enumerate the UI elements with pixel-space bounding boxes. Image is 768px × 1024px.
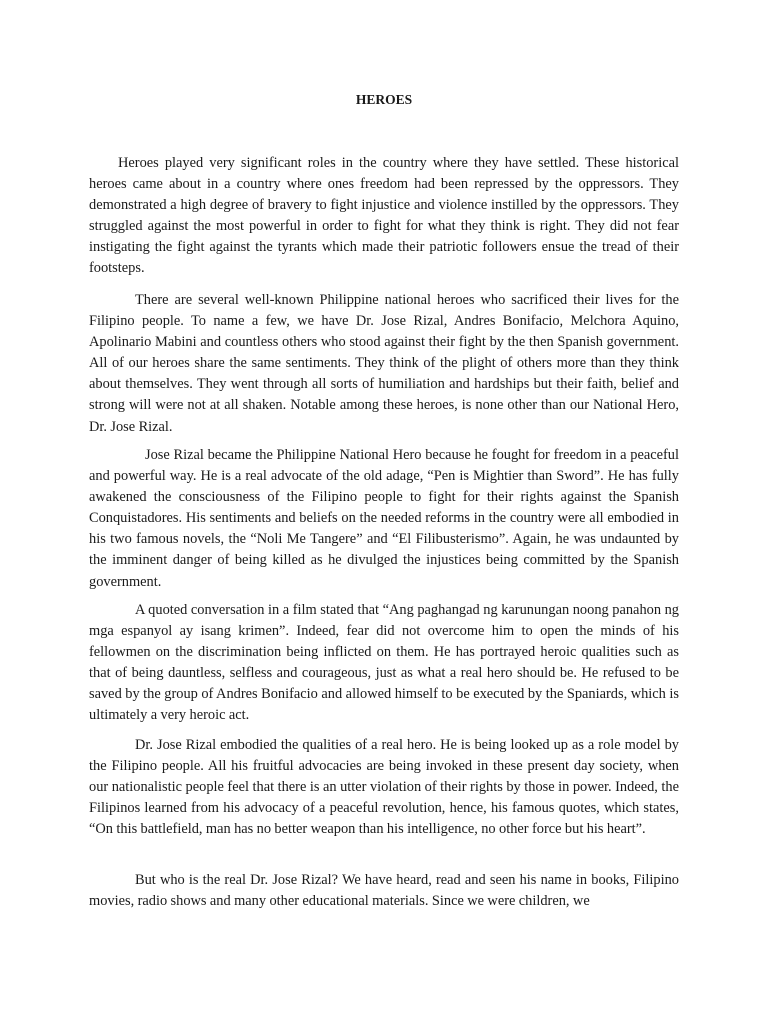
paragraph-3: Jose Rizal became the Philippine National Hero because he fought for freedom in a peaceful and powerful way. He is a real advocate of the old adage, “Pen is Mightier than Sword”. He has fully awakened the consciousness of the Filipino people to fight for their rights against the Spanish Conquistadores. His sentiments and beliefs on the needed reforms in the country were all embodied in his two famous novels, the “Noli Me Tangere” and “El Filibusterismo”. Again, he was undaunted by the imminent danger of being killed as he divulged the injustices being committed by the Spanish government.: [89, 447, 679, 590]
paragraph-5: Dr. Jose Rizal embodied the qualities of a real hero. He is being looked up as a role model by the Filipino people. All his fruitful advocacies are being invoked in these present day society, when our nationalistic people feel that there is an utter violation of their rights by those in power. Indeed, the Filipinos learned from his advocacy of a peaceful revolution, hence, his famous quotes, which states, “On this battlefield, man has no better weapon than his intelligence, no other force but his heart”.: [89, 737, 679, 838]
paragraph-6: But who is the real Dr. Jose Rizal? We have heard, read and seen his name in books, Filipino movies, radio shows and many other educational materials. Since we were children, we: [89, 872, 679, 910]
paragraph-4: A quoted conversation in a film stated that “Ang paghangad ng karunungan noong panahon ng mga espanyol ay isang krimen”. Indeed, fear did not overcome him to open the minds of his fellowmen on the discrimination being inflicted on them. He has portrayed heroic qualities such as that of being dauntless, selfless and courageous, just as what a real hero should be. He refused to be saved by the group of Andres Bonifacio and allowed himself to be executed by the Spaniards, which is ultimately a very heroic act.: [89, 602, 679, 724]
paragraph-1: Heroes played very significant roles in the country where they have settled. These historical heroes came about in a country where ones freedom had been repressed by the oppressors. They demonstrated a high degree of bravery to fight injustice and violence instilled by the oppressors. They struggled against the most powerful in order to fight for what they think is right. They did not fear instigating the fight against the tyrants which made their patriotic followers ensue the tread of their footsteps.: [89, 155, 679, 277]
paragraph-2: There are several well-known Philippine national heroes who sacrificed their lives for the Filipino people. To name a few, we have Dr. Jose Rizal, Andres Bonifacio, Melchora Aquino, Apolinario Mabini and countless others who stood against their fight by the then Spanish government. All of our heroes share the same sentiments. They think of the plight of others more than they think about themselves. They went through all sorts of humiliation and hardships but their faith, belief and strong will were not at all shaken. Notable among these heroes, is none other than our National Hero, Dr. Jose Rizal.: [89, 292, 679, 435]
document-page: [89, 0, 679, 1024]
document-title: HEROES: [355, 92, 413, 107]
